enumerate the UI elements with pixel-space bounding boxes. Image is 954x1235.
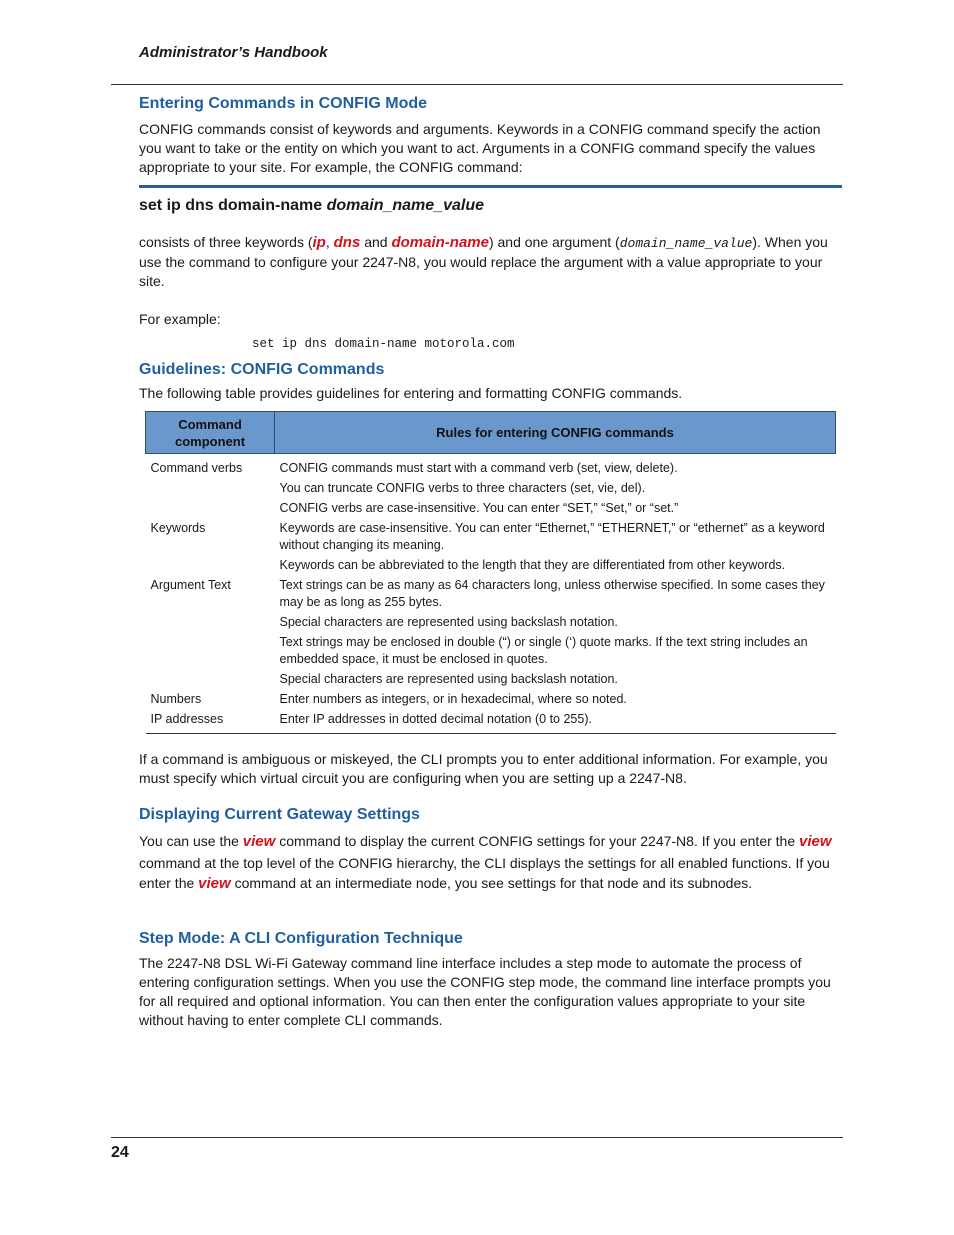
table-row bbox=[146, 614, 836, 634]
command-divider-rule bbox=[139, 185, 842, 188]
keyword-dns: dns bbox=[333, 234, 361, 251]
table-cell-rule: Keywords are case-insensitive. You can enter “Ethernet,” “ETHERNET,” or “ethernet” as a keyword without changing its meaning. bbox=[279, 521, 825, 552]
table-header-component: Command component bbox=[146, 412, 275, 454]
keywords-paragraph bbox=[139, 233, 839, 291]
view-text-4: command at an intermediate node, you see settings for that node and its subnodes. bbox=[230, 875, 753, 891]
keyword-ip: ip bbox=[312, 234, 326, 251]
view-text-3: command at the top level of the CONFIG hierarchy, the CLI displays the settings for all enabled functions. If you enter the bbox=[139, 854, 830, 891]
keywords-sep-1: , bbox=[325, 234, 334, 250]
ambiguous-command-paragraph: If a command is ambiguous or miskeyed, the CLI prompts you to enter additional information. For example, you must specify which virtual circuit you are configuring when you are setting up a 2247-N8. bbox=[139, 751, 828, 786]
table-row bbox=[146, 500, 836, 520]
keywords-sep-2: and bbox=[360, 234, 392, 250]
table-row bbox=[146, 691, 836, 711]
table-cell-component: Numbers bbox=[150, 692, 202, 706]
guidelines-intro: The following table provides guidelines for entering and formatting CONFIG commands. bbox=[139, 385, 683, 401]
table-cell-component bbox=[146, 634, 275, 671]
command-syntax-argument: domain_name_value bbox=[326, 197, 484, 214]
section-heading-step-mode: Step Mode: A CLI Configuration Technique bbox=[139, 930, 463, 947]
table-cell-rule: Text strings may be enclosed in double (“) or single (‘) quote marks. If the text string includes an embedded space, it must be enclosed in quotes. bbox=[279, 635, 808, 666]
table-row bbox=[146, 634, 836, 671]
table-header-rules: Rules for entering CONFIG commands bbox=[275, 412, 836, 454]
table-cell-rule: Enter IP addresses in dotted decimal notation (0 to 255). bbox=[275, 711, 836, 734]
table-header-row bbox=[146, 412, 836, 454]
keyword-view: view bbox=[799, 833, 832, 850]
keywords-text-b: ) and one argument ( bbox=[488, 234, 620, 250]
table-row bbox=[146, 671, 836, 691]
keyword-view: view bbox=[198, 875, 231, 892]
step-mode-paragraph: The 2247-N8 DSL Wi-Fi Gateway command line interface includes a step mode to automate the process of entering configuration settings. When you use the CONFIG step mode, the command line interface prompts you for all required and optional information. You can then enter the configuration values appropriate to your site without having to enter complete CLI commands. bbox=[139, 955, 831, 1028]
section-intro-paragraph: CONFIG commands consist of keywords and arguments. Keywords in a CONFIG command specify the action you want to take or the entity on which you want to act. Arguments in a CONFIG command specify the values appropriate to your site. For example, the CONFIG command: bbox=[139, 121, 821, 175]
page-number: 24 bbox=[111, 1144, 129, 1161]
view-command-paragraph bbox=[139, 831, 839, 895]
section-heading-guidelines: Guidelines: CONFIG Commands bbox=[139, 361, 385, 378]
table-row bbox=[146, 520, 836, 557]
table-cell-rule: Text strings can be as many as 64 characters long, unless otherwise specified. In some cases they may be as long as 255 bytes. bbox=[279, 578, 825, 609]
table-cell-component bbox=[146, 671, 275, 691]
example-label: For example: bbox=[139, 311, 221, 327]
section-heading-entering-commands: Entering Commands in CONFIG Mode bbox=[139, 95, 428, 112]
header-rule bbox=[111, 84, 843, 85]
table-cell-component bbox=[146, 480, 275, 500]
keywords-text-c: ). When you use the command to configure your 2247-N8, you would replace the argument with a value appropriate to your site. bbox=[139, 234, 828, 289]
table-row bbox=[146, 454, 836, 481]
table-row bbox=[146, 577, 836, 614]
keywords-text-a: consists of three keywords ( bbox=[139, 234, 313, 250]
table-cell-rule: Special characters are represented using backslash notation. bbox=[279, 615, 618, 629]
section-heading-displaying-settings: Displaying Current Gateway Settings bbox=[139, 806, 420, 823]
guidelines-table bbox=[145, 411, 836, 734]
table-cell-rule: CONFIG commands must start with a command verb (set, view, delete). bbox=[279, 461, 678, 475]
example-command: set ip dns domain-name motorola.com bbox=[252, 337, 515, 351]
table-cell-component bbox=[146, 614, 275, 634]
keyword-view: view bbox=[242, 833, 276, 850]
table-cell-rule: CONFIG verbs are case-insensitive. You can enter “SET,” “Set,” or “set.” bbox=[279, 501, 679, 515]
running-header: Administrator’s Handbook bbox=[139, 44, 328, 61]
table-cell-rule: Keywords can be abbreviated to the length that they are differentiated from other keywords. bbox=[279, 558, 786, 572]
footer-rule bbox=[111, 1137, 843, 1138]
view-text-2: command to display the current CONFIG settings for your 2247-N8. If you enter the bbox=[275, 833, 800, 849]
command-syntax-text: set ip dns domain-name bbox=[139, 197, 327, 214]
table-cell-rule: Special characters are represented using backslash notation. bbox=[279, 672, 618, 686]
table-cell-component: Keywords bbox=[150, 521, 206, 535]
table-cell-component bbox=[146, 500, 275, 520]
argument-name: domain_name_value bbox=[619, 236, 753, 251]
view-text-1: You can use the bbox=[139, 833, 243, 849]
table-row bbox=[146, 480, 836, 500]
keyword-domain-name: domain-name bbox=[391, 234, 489, 251]
table-cell-rule: Enter numbers as integers, or in hexadecimal, where so noted. bbox=[279, 692, 627, 706]
table-row bbox=[146, 711, 836, 734]
table-row bbox=[146, 557, 836, 577]
command-syntax-heading bbox=[139, 197, 484, 215]
table-cell-component bbox=[146, 557, 275, 577]
table-cell-rule: You can truncate CONFIG verbs to three characters (set, vie, del). bbox=[279, 481, 646, 495]
table-cell-component: Argument Text bbox=[150, 578, 231, 592]
table-cell-component: IP addresses bbox=[146, 711, 275, 734]
table-cell-component: Command verbs bbox=[150, 461, 243, 475]
